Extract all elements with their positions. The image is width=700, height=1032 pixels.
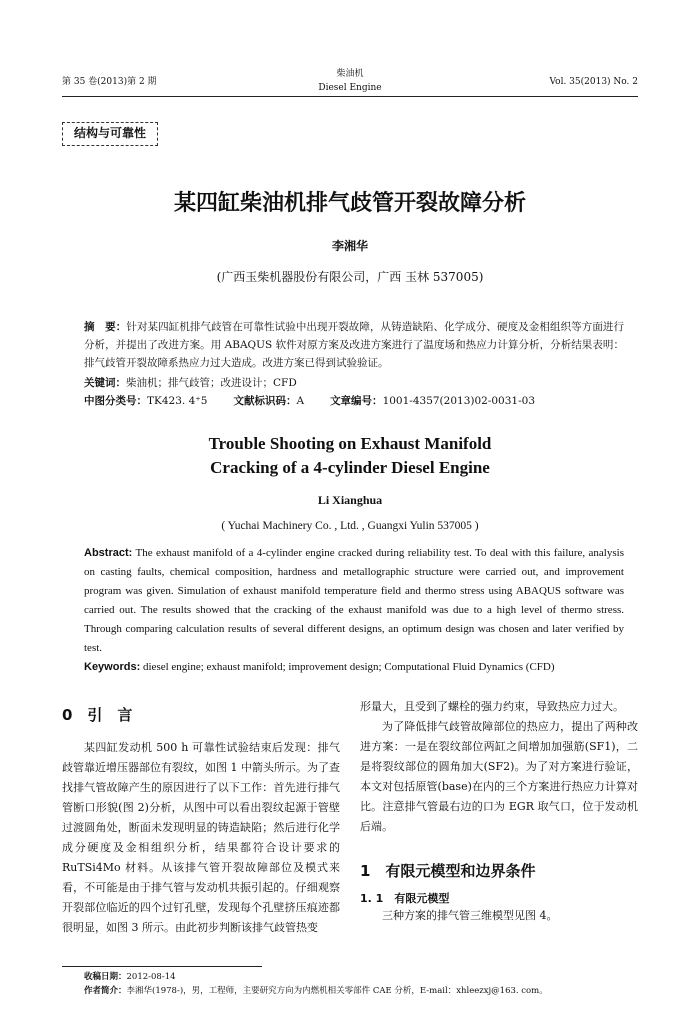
received-label: 收稿日期： (84, 972, 127, 982)
clc-label: 中图分类号： (84, 395, 147, 407)
classification-line (84, 392, 624, 410)
body-right-column (360, 697, 638, 837)
header-volume-en: Vol. 35(2013) No. 2 (549, 77, 638, 87)
body-left-column (62, 738, 340, 938)
author-en: Li Xianghua (317, 493, 383, 507)
section-label: 结构与可靠性 (62, 122, 158, 146)
doc-code-value: A (296, 395, 305, 407)
abstract-en-label: Abstract: (84, 547, 133, 559)
abstract-cn (84, 318, 624, 372)
header-rule (62, 96, 638, 97)
fem-model-text (360, 906, 638, 926)
footnote-author-bio (84, 984, 644, 998)
affiliation-en: ( Yuchai Machinery Co. , Ltd. , Guangxi Yulin 537005 ) (221, 520, 479, 532)
article-number-label: 文章编号： (330, 395, 383, 407)
footnote-rule (62, 966, 262, 967)
keywords-en-text: diesel engine; exhaust manifold; improvement design; Computational Fluid Dynamics (CFD) (143, 661, 555, 673)
title-en-line2: Cracking of a 4-cylinder Diesel Engine (210, 458, 490, 477)
subsection-heading-fem-model: 1. 1 有限元模型 (360, 892, 450, 905)
bio-label: 作者简介： (84, 986, 127, 996)
title-cn: 某四缸柴油机排气歧管开裂故障分析 (173, 191, 526, 216)
abstract-cn-label: 摘 要： (84, 321, 127, 333)
abstract-en-text: The exhaust manifold of a 4-cylinder engine cracked during reliability test. To deal with this failure, analysis on casting faults, chemical composition, hardness and metallographic structure were carried out, and improvement program was given. Simulation of exhaust manifold temperature field and thermo stress using ABAQUS software was carried out. The results showed that the cracking of the exhaust manifold was due to a high level of thermo stress. Through comparing calculation results of several different designs, an optimum design was chosen and later verified by test. (84, 547, 624, 654)
keywords-cn-label: 关键词： (84, 377, 126, 389)
keywords-cn (84, 374, 624, 392)
clc-value: TK423. 4⁺5 (147, 395, 208, 407)
title-en-line1: Trouble Shooting on Exhaust Manifold (208, 434, 492, 453)
section-heading-fem: 1 有限元模型和边界条件 (360, 862, 536, 880)
header-journal-cn: 柴油机 (336, 69, 364, 79)
doc-code-label: 文献标识码： (233, 395, 297, 407)
article-number-value: 1001-4357(2013)02-0031-03 (382, 395, 536, 407)
section-heading-introduction: 0 引 言 (62, 706, 133, 724)
fem-model-paragraph: 三种方案的排气管三维模型见图 4。 (382, 909, 558, 922)
abstract-cn-text: 针对某四缸机排气歧管在可靠性试验中出现开裂故障，从铸造缺陷、化学成分、硬度及金相组织等方面进行分析，并提出了改进方案。用 ABAQUS 软件对原方案及改进方案进行了温度场和热应力计算分析，分析结果表明：排气歧管开裂故障系热应力过大造成。改进方案已得到试验验证。 (84, 321, 625, 369)
received-date: 2012-08-14 (126, 972, 176, 982)
header-journal-en: Diesel Engine (318, 83, 382, 93)
affiliation-cn: (广西玉柴机器股份有限公司，广西 玉林 537005) (216, 270, 484, 284)
header-volume-cn: 第 35 卷(2013)第 2 期 (62, 77, 157, 87)
abstract-en (84, 544, 624, 658)
keywords-en (84, 658, 624, 677)
author-cn: 李湘华 (331, 239, 368, 253)
improvement-paragraph: 为了降低排气歧管故障部位的热应力，提出了两种改进方案：一是在裂纹部位两缸之间增加加强筋(SF1)，二是将裂纹部位的圆角加大(SF2)。为了对方案进行验证，本文对包括原管(base)在内的三个方案进行热应力计算对比。注意排气管最右边的口为 EGR 取气口，位于发动机后端。 (360, 720, 638, 833)
keywords-cn-text: 柴油机；排气歧管；改进设计；CFD (126, 377, 297, 389)
intro-continued: 形量大，且受到了螺栓的强力约束，导致热应力过大。 (360, 700, 624, 713)
intro-paragraph: 某四缸发动机 500 h 可靠性试验结束后发现：排气歧管靠近增压器部位有裂纹，如图 1 中箭头所示。为了查找排气管故障产生的原因进行了以下工作：首先进行排气管断口形貌(图 2)分析，从图中可以看出裂纹起源于管壁过渡圆角处，断面未发现明显的铸造缺陷；然后进行化学成分硬度及金相组织分析，结果都符合设计要求的 RuTSi4Mo 材料。从该排气管开裂故障部位及模式来看，不可能是由于排气管与发动机共振引起的。仔细观察开裂部位临近的四个过钉孔壁，发现每个孔壁挤压痕迹都很明显，如图 3 所示。由此初步判断该排气歧管热变 (62, 741, 340, 934)
bio-text: 李湘华(1978-)，男，工程师，主要研究方向为内燃机相关零部件 CAE 分析，E-mail：xhleezxj@163. com。 (126, 986, 548, 996)
keywords-en-label: Keywords: (84, 661, 141, 673)
footnote-received (84, 970, 644, 984)
